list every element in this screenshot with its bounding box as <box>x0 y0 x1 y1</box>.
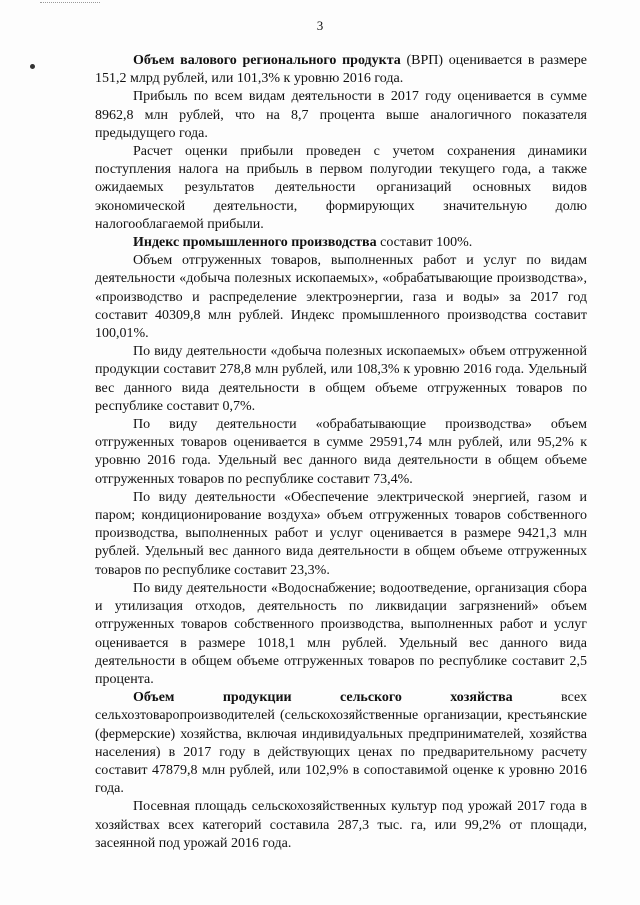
paragraph-energy-text: По виду деятельности «Обеспечение электрической энергией, газом и паром; кондиционирование воздуха» объем отгруженных товаров собственного производства, выполненных работ и услуг оценивается в размере 9421,3 млн рублей. Удельный вес данного вида деятельности в общем объеме отгруженных товаров по республике составит 23,3%. <box>95 489 587 578</box>
paragraph-profit-calc-text: Расчет оценки прибыли проведен с учетом сохранения динамики поступления налога на прибыль в первом полугодии текущего года, а также ожидаемых результатов деятельности организаций основных видов экономической деятельности, формирующих значительную долю налогооблагаемой прибыли. <box>95 144 587 232</box>
paragraph-industrial-index-bold: Индекс промышленного производства <box>133 235 377 251</box>
paragraph-profit-calc <box>95 143 587 234</box>
paragraph-shipped-goods <box>95 252 587 343</box>
paragraph-industrial-index-text: составит 100%. <box>376 235 473 251</box>
paragraph-water-text: По виду деятельности «Водоснабжение; водоотведение, организация сбора и утилизация отходов, деятельность по ликвидации загрязнений» объем отгруженных товаров собственного производства, выполненных работ и услуг оценивается в размере 1018,1 млн рублей. Удельный вес данного вида деятельности в общем объеме отгруженных товаров по республике составит 2,5 процента. <box>95 580 587 687</box>
page-number: 3 <box>316 18 324 33</box>
paragraph-grp-text: (ВРП) оценивается в размере 151,2 млрд рублей, или 101,3% к уровню 2016 года. <box>95 53 587 87</box>
paragraph-mining-text: По виду деятельности «добыча полезных ископаемых» объем отгруженной продукции составит 278,8 млн рублей, или 108,3% к уровню 2016 года. Удельный вес данного вида деятельности в общем объеме отгруженных товаров по республике составит 0,7%. <box>95 344 587 414</box>
paragraph-energy <box>95 489 587 580</box>
paragraph-mining <box>95 343 587 416</box>
paragraph-profit <box>95 88 587 143</box>
scan-artifact <box>40 2 100 6</box>
paragraph-industrial-index <box>95 234 587 252</box>
paragraph-grp <box>95 52 587 88</box>
paragraph-agriculture-bold: Объем продукции сельского хозяйства <box>133 690 513 706</box>
paragraph-sown-area-text: Посевная площадь сельскохозяйственных культур под урожай 2017 года в хозяйствах всех категорий составила 287,3 тыс. га, или 99,2% от площади, засеянной под урожай 2016 года. <box>95 799 587 851</box>
paragraph-agriculture <box>95 689 587 798</box>
paragraph-water <box>95 580 587 689</box>
paragraph-grp-bold: Объем валового регионального продукта <box>133 53 401 68</box>
paragraph-sown-area <box>95 798 587 853</box>
paragraph-profit-text: Прибыль по всем видам деятельности в 2017 году оценивается в сумме 8962,8 млн рублей, что на 8,7 процента выше аналогичного показателя предыдущего года. <box>95 89 587 141</box>
document-body <box>95 52 587 853</box>
paragraph-agriculture-text: всех сельхозтоваропроизводителей (сельскохозяйственные организации, крестьянские (фермерские) хозяйства, включая индивидуальных предпринимателей, хозяйства населения) в 2017 году в действующих ценах по предварительному расчету составит 47879,8 млн рублей, или 102,9% в сопоставимой оценке к уровню 2016 года. <box>95 690 587 797</box>
paragraph-shipped-goods-text: Объем отгруженных товаров, выполненных работ и услуг по видам деятельности «добыча полезных ископаемых», «обрабатывающие производства», «производство и распределение электроэнергии, газа и воды» за 2017 год составит 40309,8 млн рублей. Индекс промышленного производства составит 100,01%. <box>95 253 587 342</box>
scan-mark <box>30 64 35 69</box>
paragraph-manufacturing <box>95 416 587 489</box>
paragraph-manufacturing-text: По виду деятельности «обрабатывающие производства» объем отгруженных товаров оценивается в сумме 29591,74 млн рублей, или 95,2% к уровню 2016 года. Удельный вес данного вида деятельности в общем объеме отгруженных товаров по республике составит 73,4%. <box>95 417 587 487</box>
